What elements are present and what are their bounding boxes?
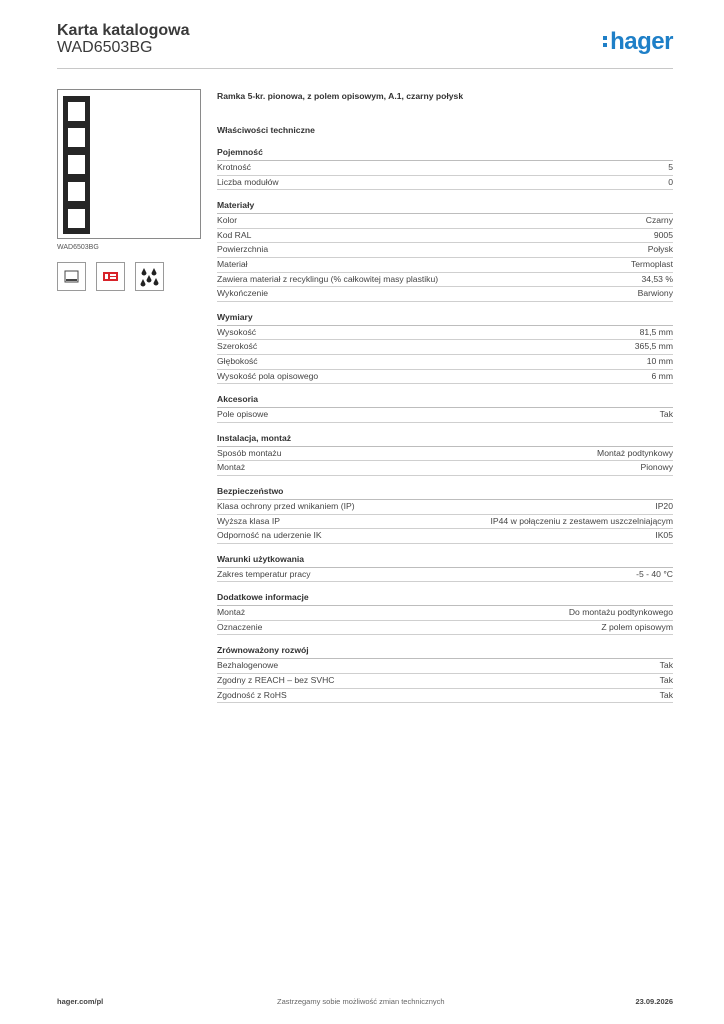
- spec-label: Zgodny z REACH – bez SVHC: [217, 675, 335, 686]
- spec-label: Kod RAL: [217, 229, 252, 240]
- spec-label: Głębokość: [217, 355, 258, 366]
- spec-row: [217, 606, 673, 621]
- spec-label: Zakres temperatur pracy: [217, 568, 311, 579]
- spec-value: IP44 w połączeniu z zestawem uszczelniającym: [490, 515, 673, 526]
- section-title: Zrównoważony rozwój: [217, 644, 673, 659]
- spec-value: Do montażu podtynkowego: [568, 607, 673, 618]
- spec-label: Oznaczenie: [217, 621, 263, 632]
- spec-value: Tak: [659, 675, 673, 686]
- product-code: WAD6503BG: [57, 39, 153, 56]
- spec-label: Wysokość pola opisowego: [217, 370, 319, 381]
- spec-label: Powierzchnia: [217, 244, 269, 255]
- section-title: Akcesoria: [217, 393, 673, 408]
- logo-text: hager: [610, 28, 673, 55]
- room-icon: [57, 262, 86, 291]
- spec-label: Pole opisowe: [217, 409, 269, 420]
- spec-value: 5: [668, 162, 673, 172]
- section-title: Bezpieczeństwo: [217, 485, 673, 500]
- spec-row: [217, 568, 673, 583]
- spec-label: Sposób montażu: [217, 447, 282, 458]
- spec-label: Szerokość: [217, 341, 258, 352]
- spec-row: [217, 273, 673, 288]
- spec-row: [217, 515, 673, 530]
- spec-section: [217, 485, 673, 544]
- spec-value: Czarny: [645, 215, 673, 226]
- spec-row: [217, 370, 673, 385]
- spec-row: [217, 621, 673, 636]
- spec-value: Tak: [659, 660, 673, 671]
- product-image: [57, 89, 201, 239]
- spec-label: Wykończenie: [217, 288, 269, 299]
- spec-row: [217, 529, 673, 544]
- page-header: [57, 20, 673, 69]
- section-title: Pojemność: [217, 146, 673, 161]
- spec-row: [217, 258, 673, 273]
- section-title: Dodatkowe informacje: [217, 591, 673, 606]
- spec-label: Kolor: [217, 215, 238, 226]
- spec-row: [217, 229, 673, 244]
- spec-section: [217, 311, 673, 384]
- spec-section: [217, 553, 673, 583]
- spec-label: Odporność na uderzenie IK: [217, 530, 322, 541]
- spec-value: 0: [668, 176, 673, 187]
- spec-row: [217, 500, 673, 515]
- spec-value: 34,53 %: [641, 273, 673, 284]
- spec-label: Montaż: [217, 462, 246, 473]
- spec-row: [217, 355, 673, 370]
- spec-value: 81,5 mm: [639, 326, 673, 337]
- spec-row: [217, 447, 673, 462]
- spec-row: [217, 326, 673, 341]
- section-title: Wymiary: [217, 311, 673, 326]
- spec-label: Zawiera materiał z recyklingu (% całkowitej masy plastiku): [217, 273, 439, 284]
- spec-section: [217, 591, 673, 635]
- spec-value: Montaż podtynkowy: [597, 447, 673, 458]
- spec-value: 10 mm: [646, 355, 673, 366]
- spec-row: [217, 461, 673, 476]
- spec-section: [217, 393, 673, 423]
- spec-value: Termoplast: [630, 258, 673, 269]
- footer-date: 23.09.2026: [635, 997, 673, 1006]
- hager-logo: [603, 28, 673, 56]
- product-description: Ramka 5-kr. pionowa, z polem opisowym, A.1, czarny połysk: [217, 91, 464, 101]
- spec-row: [217, 689, 673, 704]
- spec-row: [217, 287, 673, 302]
- spec-row: [217, 674, 673, 689]
- logo-dots-icon: [603, 36, 608, 50]
- spec-value: 365,5 mm: [634, 341, 673, 352]
- spec-value: 9005: [653, 229, 673, 240]
- spec-value: 6 mm: [651, 370, 673, 381]
- section-title: Warunki użytkowania: [217, 553, 673, 568]
- spec-label: Bezhalogenowe: [217, 660, 279, 671]
- spec-section: [217, 146, 673, 190]
- ip-rating-badge-icon: [96, 262, 125, 291]
- section-title: Materiały: [217, 199, 673, 214]
- spec-value: IK05: [655, 530, 673, 541]
- technical-properties-heading: Właściwości techniczne: [217, 125, 315, 135]
- spec-content: [217, 91, 673, 712]
- spec-label: Montaż: [217, 607, 246, 618]
- spec-value: -5 - 40 °C: [636, 568, 673, 579]
- section-title: Instalacja, montaż: [217, 432, 673, 447]
- spec-section: [217, 432, 673, 476]
- spec-label: Klasa ochrony przed wnikaniem (IP): [217, 500, 355, 511]
- spec-label: Liczba modułów: [217, 176, 279, 187]
- spec-row: [217, 659, 673, 674]
- spec-value: Tak: [659, 409, 673, 420]
- spec-label: Materiał: [217, 258, 248, 269]
- document-title: Karta katalogowa: [57, 22, 190, 39]
- spec-value: Połysk: [647, 244, 673, 255]
- spec-label: Zgodność z RoHS: [217, 689, 287, 700]
- spec-value: Z polem opisowym: [601, 621, 673, 632]
- spec-label: Krotność: [217, 162, 251, 172]
- spec-row: [217, 408, 673, 423]
- spec-label: Wyższa klasa IP: [217, 515, 280, 526]
- footer-disclaimer: Zastrzegamy sobie możliwość zmian technicznych: [277, 997, 445, 1006]
- spec-row: [217, 340, 673, 355]
- spec-value: Pionowy: [640, 462, 673, 473]
- spec-section: [217, 644, 673, 703]
- spec-value: IP20: [655, 500, 673, 511]
- spec-row: [217, 176, 673, 191]
- spec-value: Barwiony: [637, 288, 673, 299]
- spec-value: Tak: [659, 689, 673, 700]
- water-drops-icon: [135, 262, 164, 291]
- frame-illustration: [63, 96, 90, 234]
- spec-label: Wysokość: [217, 326, 257, 337]
- footer-website: hager.com/pl: [57, 997, 104, 1006]
- product-image-caption: WAD6503BG: [57, 244, 99, 251]
- spec-sections: [217, 146, 673, 703]
- spec-row: [217, 243, 673, 258]
- spec-section: [217, 199, 673, 302]
- spec-row: [217, 161, 673, 176]
- spec-row: [217, 214, 673, 229]
